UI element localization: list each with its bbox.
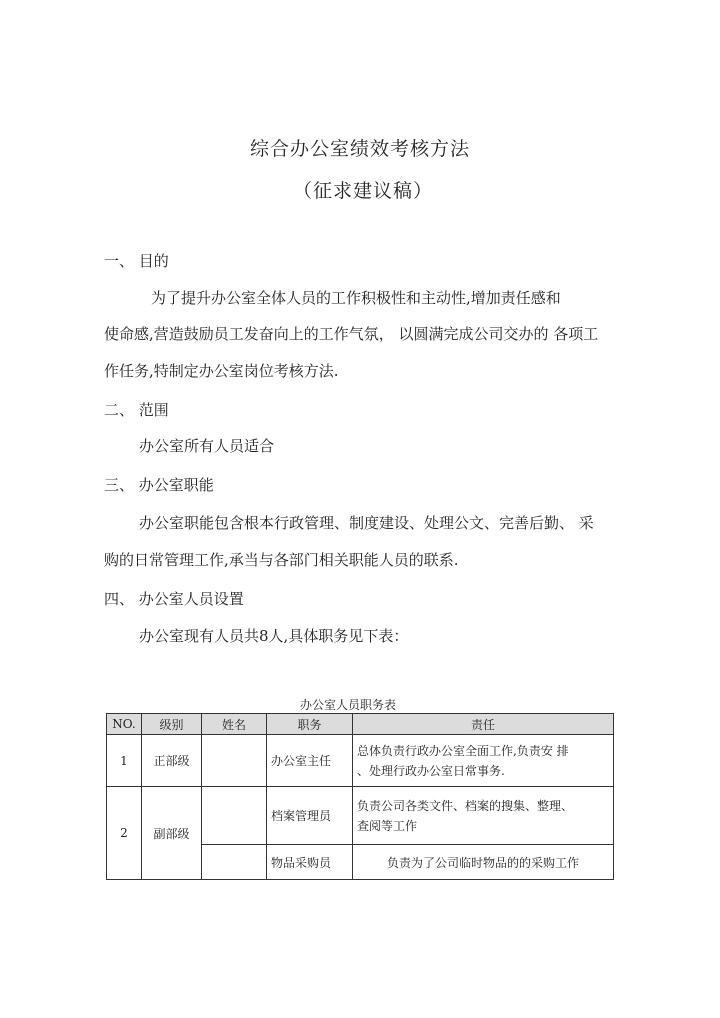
- section-heading-functions: 三、 办公室职能: [104, 476, 214, 494]
- duty-line: 、处理行政办公室日常事务.: [357, 763, 505, 778]
- header-position: 职务: [267, 714, 353, 735]
- duty-line: 负责公司各类文件、档案的搜集、整理、: [357, 798, 574, 813]
- cell-level: 正部级: [142, 735, 202, 787]
- table-row: [107, 735, 614, 787]
- paragraph-line: 购的日常管理工作,承当与各部门相关职能人员的联系.: [104, 551, 459, 569]
- cell-duty: [353, 787, 614, 845]
- cell-name: [202, 735, 267, 787]
- cell-name: [202, 845, 267, 880]
- cell-level: 副部级: [142, 787, 202, 880]
- section-heading-purpose: 一、 目的: [104, 252, 169, 270]
- table-row: [107, 787, 614, 845]
- document-subtitle: （征求建议稿）: [293, 180, 434, 202]
- paragraph-line: 办公室职能包含根本行政管理、制度建设、处理公文、完善后勤、 采: [139, 514, 594, 532]
- cell-position: 办公室主任: [267, 735, 353, 787]
- cell-duty: [353, 735, 614, 787]
- paragraph-line: 为了提升办公室全体人员的工作积极性和主动性,增加责任感和: [151, 289, 561, 307]
- table-header-row: [107, 714, 614, 735]
- duty-line: 负责为了公司临时物品的的采购工作: [386, 855, 579, 870]
- duty-line: 查阅等工作: [357, 818, 418, 833]
- section-heading-scope: 二、 范围: [104, 401, 169, 419]
- cell-position: 物品采购员: [267, 845, 353, 880]
- table-caption: 办公室人员职务表: [300, 698, 397, 712]
- paragraph-line: 办公室现有人员共8人,具体职务见下表：: [139, 627, 409, 645]
- header-no: NO.: [107, 714, 142, 735]
- section-heading-staffing: 四、 办公室人员设置: [104, 590, 244, 608]
- duty-line: 总体负责行政办公室全面工作,负责安 排: [357, 743, 569, 758]
- cell-name: [202, 787, 267, 845]
- cell-duty: [353, 845, 614, 880]
- paragraph-line: 作任务,特制定办公室岗位考核方法.: [104, 362, 339, 380]
- cell-no: 2: [107, 787, 142, 880]
- staff-duty-table: [106, 713, 614, 880]
- cell-position: 档案管理员: [267, 787, 353, 845]
- cell-no: 1: [107, 735, 142, 787]
- paragraph-line: 使命感,营造鼓励员工发奋向上的工作气氛， 以圆满完成公司交办的 各项工: [104, 325, 599, 343]
- document-title: 综合办公室绩效考核方法: [250, 138, 471, 160]
- paragraph-line: 办公室所有人员适合: [139, 437, 275, 455]
- header-duty: 责任: [353, 714, 614, 735]
- header-name: 姓名: [202, 714, 267, 735]
- header-level: 级别: [142, 714, 202, 735]
